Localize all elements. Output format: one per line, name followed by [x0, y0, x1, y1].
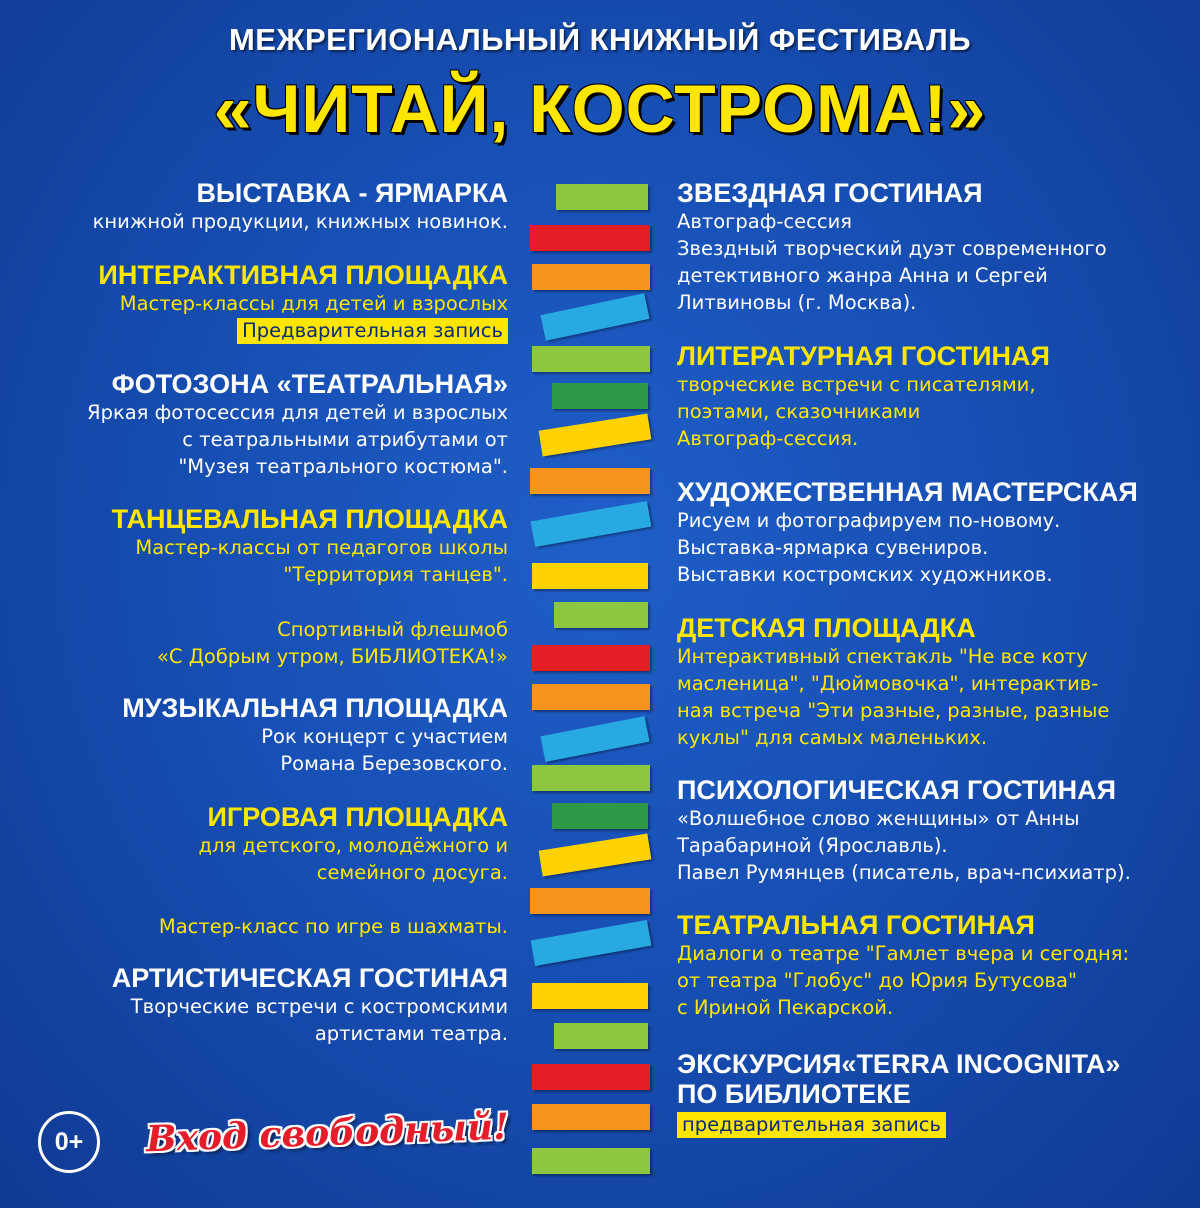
book-stripe [532, 1064, 650, 1090]
section-text: Литвиновы (г. Москва). [677, 291, 917, 314]
section-text: Рок концерт с участием [261, 725, 508, 748]
book-stripe [532, 983, 648, 1009]
section-theatre [677, 910, 1177, 1021]
section-text: Мастер-классы от педагогов школы [135, 536, 508, 559]
registration-badge: предварительная запись [677, 1112, 946, 1138]
book-stripe [540, 293, 649, 340]
section-text: детективного жанра Анна и Сергей [677, 264, 1048, 287]
section-title: ПО БИБЛИОТЕКЕ [677, 1079, 911, 1109]
section-text: Рисуем и фотографируем по-новому. [677, 509, 1061, 532]
right-column [677, 0, 1177, 1208]
section-title: ДЕТСКАЯ ПЛОЩАДКА [677, 613, 976, 643]
book-stripe [554, 602, 648, 628]
book-stripe [532, 765, 650, 791]
section-text: Павел Румянцев (писатель, врач-психиатр). [677, 861, 1131, 884]
section-title: ПСИХОЛОГИЧЕСКАЯ ГОСТИНАЯ [677, 775, 1117, 805]
section-expo [20, 178, 508, 235]
section-artists [20, 963, 508, 1047]
section-star [677, 178, 1177, 316]
festival-subtitle: МЕЖРЕГИОНАЛЬНЫЙ КНИЖНЫЙ ФЕСТИВАЛЬ [228, 22, 971, 57]
book-stripe [532, 645, 650, 671]
left-column [20, 0, 508, 1208]
section-title: ТЕАТРАЛЬНАЯ ГОСТИНАЯ [677, 910, 1035, 940]
section-flashmob [20, 616, 508, 670]
section-psych [677, 775, 1177, 886]
book-stripe [531, 501, 652, 547]
section-literary [677, 341, 1177, 452]
section-kids [677, 613, 1169, 751]
section-title: ЭКСКУРСИЯ«TERRA INCOGNITA» [677, 1049, 1121, 1079]
book-stripe [532, 346, 650, 372]
section-photozone [20, 369, 508, 480]
section-title: ХУДОЖЕСТВЕННАЯ МАСТЕРСКАЯ [677, 477, 1138, 507]
section-text: куклы" для самых маленьких. [677, 726, 988, 749]
section-text: "Музея театрального костюма". [178, 455, 508, 478]
section-text: Творческие встречи с костромскими [130, 995, 508, 1018]
section-text: Спортивный флешмоб [277, 618, 508, 641]
section-tour [677, 1049, 1177, 1138]
section-text: «С Добрым утром, БИБЛИОТЕКА!» [156, 645, 508, 668]
section-text: Звездный творческий дуэт современного [677, 237, 1107, 260]
section-text: семейного досуга. [316, 861, 508, 884]
section-title: ЛИТЕРАТУРНАЯ ГОСТИНАЯ [677, 341, 1050, 371]
book-stripe [552, 803, 648, 829]
book-stripes-decoration [528, 178, 653, 1178]
section-title: ИГРОВАЯ ПЛОЩАДКА [207, 802, 508, 832]
section-text: поэтами, сказочниками [677, 400, 921, 423]
section-title: ЗВЕЗДНАЯ ГОСТИНАЯ [677, 178, 983, 208]
festival-title: «ЧИТАЙ, КОСТРОМА!» [213, 71, 987, 147]
age-rating-badge: 0+ [38, 1111, 100, 1173]
free-entry-label: Вход свободный! [145, 1105, 510, 1161]
section-text: "Территория танцев". [283, 563, 508, 586]
section-interactive [20, 260, 508, 344]
section-title: ФОТОЗОНА «ТЕАТРАЛЬНАЯ» [111, 369, 508, 399]
section-text: с Ириной Пекарской. [677, 996, 894, 1019]
section-text: с театральными атрибутами от [182, 428, 508, 451]
book-stripe [532, 563, 648, 589]
section-text: артистами театра. [314, 1022, 508, 1045]
book-stripe [539, 834, 652, 877]
book-stripe [530, 468, 650, 494]
book-stripe [531, 920, 652, 966]
section-text: книжной продукции, книжных новинок. [92, 210, 508, 233]
section-text: Мастер-классы для детей и взрослых [119, 292, 508, 315]
section-art [677, 477, 1177, 588]
section-dance [20, 504, 508, 588]
section-text: для детского, молодёжного и [198, 834, 508, 857]
registration-badge: Предварительная запись [237, 318, 508, 344]
book-stripe [539, 414, 652, 457]
book-stripe [540, 716, 649, 762]
section-chess [20, 913, 508, 940]
book-stripe [532, 264, 650, 290]
section-text: Мастер-класс по игре в шахматы. [158, 915, 508, 938]
section-text: Автограф-сессия. [677, 427, 859, 450]
section-title: ВЫСТАВКА - ЯРМАРКА [196, 178, 508, 208]
book-stripe [552, 383, 648, 409]
book-stripe [532, 684, 650, 710]
section-text: Автограф-сессия [677, 210, 852, 233]
section-title: АРТИСТИЧЕСКАЯ ГОСТИНАЯ [111, 963, 508, 993]
section-text: «Волшебное слово женщины» от Анны [677, 807, 1080, 830]
section-text: Интерактивный спектакль "Не все коту [677, 645, 1088, 668]
section-title: ТАНЦЕВАЛЬНАЯ ПЛОЩАДКА [111, 504, 508, 534]
section-text: Романа Березовского. [280, 752, 508, 775]
section-title: ИНТЕРАКТИВНАЯ ПЛОЩАДКА [98, 260, 508, 290]
section-text: творческие встречи с писателями, [677, 373, 1036, 396]
section-text: Выставки костромских художников. [677, 563, 1053, 586]
section-text: от театра "Глобус" до Юрия Бутусова" [677, 969, 1077, 992]
section-text: Диалоги о театре "Гамлет вчера и сегодня: [677, 942, 1130, 965]
book-stripe [532, 1104, 650, 1130]
book-stripe [554, 1023, 648, 1049]
section-text: Тарабариной (Ярославль). [677, 834, 948, 857]
book-stripe [556, 184, 648, 210]
section-text: Выставка-ярмарка сувениров. [677, 536, 989, 559]
section-music [20, 693, 508, 777]
section-text: Яркая фотосессия для детей и взрослых [87, 401, 508, 424]
section-text: масленица", "Дюймовочка", интерактив- [677, 672, 1099, 695]
section-game [20, 802, 508, 886]
section-text: ная встреча "Эти разные, разные, разные [677, 699, 1110, 722]
section-title: МУЗЫКАЛЬНАЯ ПЛОЩАДКА [122, 693, 508, 723]
book-stripe [532, 1148, 650, 1174]
book-stripe [530, 225, 650, 251]
book-stripe [530, 888, 650, 914]
